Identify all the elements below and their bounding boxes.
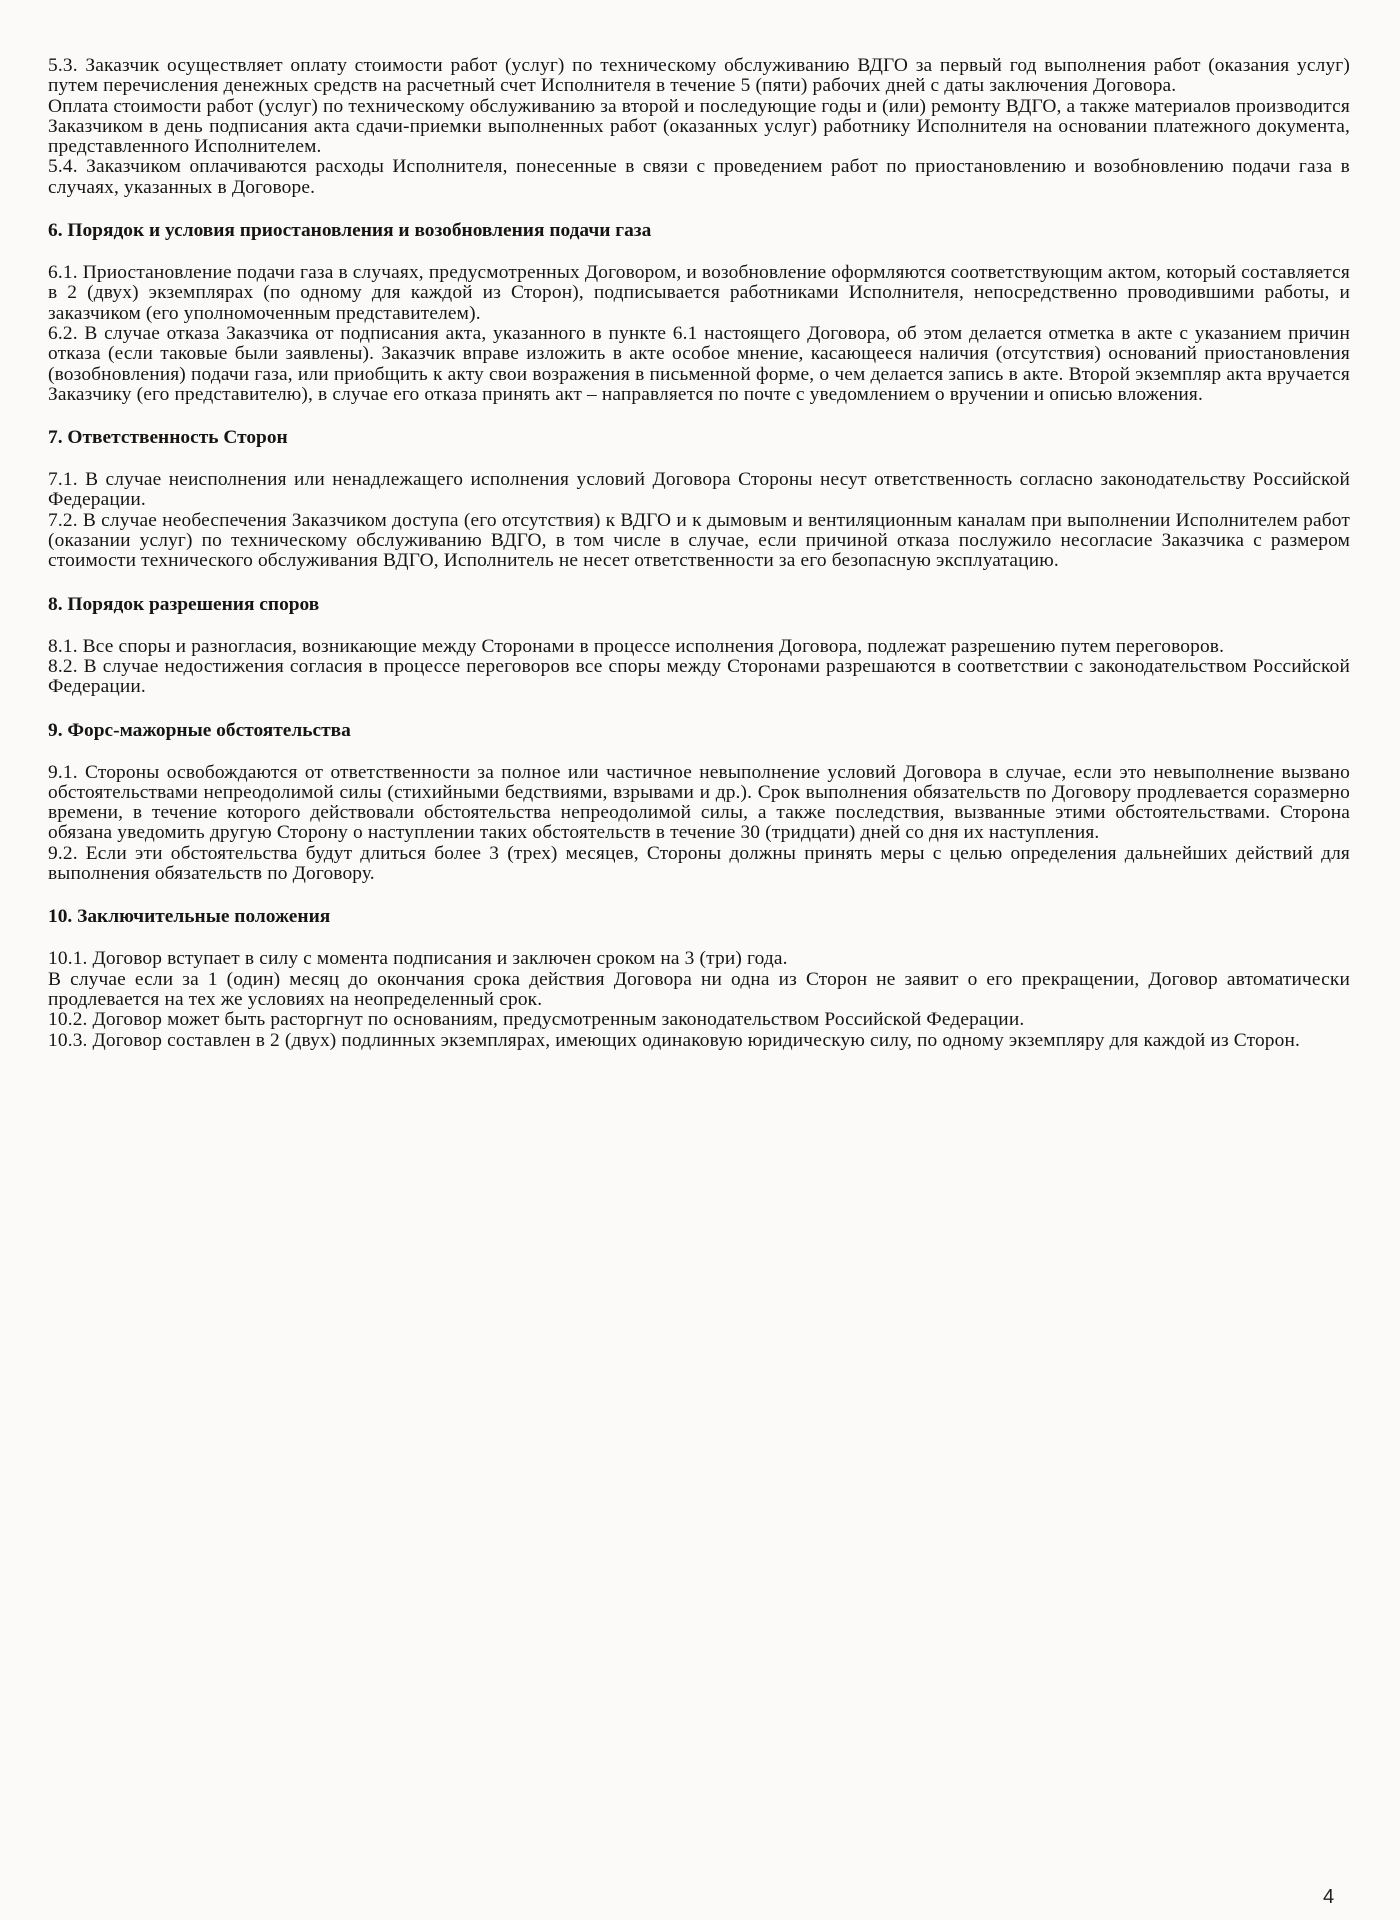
- section-7: [48, 427, 1350, 571]
- paragraph-8-2: 8.2. В случае недостижения согласия в процессе переговоров все споры между Сторонами разрешаются в соответствии с законодательством Российской Федерации.: [48, 655, 1350, 698]
- section-6-heading: 6. Порядок и условия приостановления и возобновления подачи газа: [48, 220, 652, 242]
- paragraph-7-2: 7.2. В случае необеспечения Заказчиком доступа (его отсутствия) к ВДГО и к дымовым и вентиляционным каналам при выполнении Исполнителем работ (оказании услуг) по техническому обслуживанию ВДГО, в том числе в случае, если причиной отказа послужило несогласие Заказчика с размером стоимости технического обслуживания ВДГО, Исполнитель не несет ответственности за его безопасную эксплуатацию.: [48, 509, 1350, 572]
- section-6: [48, 220, 1350, 405]
- section-8: [48, 594, 1350, 698]
- section-7-heading: 7. Ответственность Сторон: [48, 427, 288, 449]
- paragraph-6-2: 6.2. В случае отказа Заказчика от подписания акта, указанного в пункте 6.1 настоящего Договора, об этом делается отметка в акте с указанием причин отказа (если таковые были заявлены). Заказчик вправе изложить в акте особое мнение, касающееся наличия (отсутствия) оснований приостановления (возобновления) подачи газа, или приобщить к акту свои возражения в письменной форме, о чем делается запись в акте. Второй экземпляр акта вручается Заказчику (его представителю), в случае его отказа принять акт – направляется по почте с уведомлением о вручении и описью вложения.: [48, 322, 1350, 405]
- paragraph-5-3-cont: Оплата стоимости работ (услуг) по техническому обслуживанию за второй и последующие годы и (или) ремонту ВДГО, а также материалов производится Заказчиком в день подписания акта сдачи-приемки выполненных работ (оказанных услуг) работнику Исполнителя на основании платежного документа, представленного Исполнителем.: [48, 95, 1350, 158]
- section-10-heading: 10. Заключительные положения: [48, 906, 331, 928]
- paragraph-10-2: 10.2. Договор может быть расторгнут по основаниям, предусмотренным законодательством Российской Федерации.: [48, 1009, 1025, 1031]
- section-9: [48, 720, 1350, 885]
- section-10: [48, 906, 1350, 1050]
- paragraph-9-2: 9.2. Если эти обстоятельства будут длиться более 3 (трех) месяцев, Стороны должны принять меры с целью определения дальнейших действий для выполнения обязательств по Договору.: [48, 842, 1350, 885]
- page-number: 4: [1323, 1886, 1335, 1908]
- paragraph-9-1: 9.1. Стороны освобождаются от ответственности за полное или частичное невыполнение условий Договора в случае, если это невыполнение вызвано обстоятельствами непреодолимой силы (стихийными бедствиями, взрывами и др.). Срок выполнения обязательств по Договору продлевается соразмерно времени, в течение которого действовали обстоятельства непреодолимой силы, а также последствия, вызванные этими обстоятельствами. Сторона обязана уведомить другую Сторону о наступлении таких обстоятельств в течение 30 (тридцати) дней со дня их наступления.: [48, 761, 1350, 844]
- paragraph-5-4: 5.4. Заказчиком оплачиваются расходы Исполнителя, понесенные в связи с проведением работ по приостановлению и возобновлению подачи газа в случаях, указанных в Договоре.: [48, 156, 1350, 198]
- section-5: [48, 56, 1350, 198]
- paragraph-8-1: 8.1. Все споры и разногласия, возникающие между Сторонами в процессе исполнения Договора, подлежат разрешению путем переговоров.: [48, 635, 1225, 657]
- paragraph-10-3: 10.3. Договор составлен в 2 (двух) подлинных экземплярах, имеющих одинаковую юридическую силу, по одному экземпляру для каждой из Сторон.: [48, 1029, 1301, 1051]
- paragraph-6-1: 6.1. Приостановление подачи газа в случаях, предусмотренных Договором, и возобновление оформляются соответствующим актом, который составляется в 2 (двух) экземплярах (по одному для каждой из Сторон), подписывается работниками Исполнителя, непосредственно проводившими работы, и заказчиком (его уполномоченным представителем).: [48, 262, 1350, 324]
- paragraph-7-1: 7.1. В случае неисполнения или ненадлежащего исполнения условий Договора Стороны несут ответственность согласно законодательству Российской Федерации.: [48, 469, 1350, 511]
- paragraph-10-1: 10.1. Договор вступает в силу с момента подписания и заключен сроком на 3 (три) года.: [48, 948, 788, 970]
- paragraph-5-3: 5.3. Заказчик осуществляет оплату стоимости работ (услуг) по техническому обслуживанию ВДГО за первый год выполнения работ (оказания услуг) путем перечисления денежных средств на расчетный счет Исполнителя в течение 5 (пяти) рабочих дней с даты заключения Договора.: [48, 55, 1350, 97]
- paragraph-10-1-cont: В случае если за 1 (один) месяц до окончания срока действия Договора ни одна из Сторон не заявит о его прекращении, Договор автоматически продлевается на тех же условиях на неопределенный срок.: [48, 968, 1350, 1010]
- section-8-heading: 8. Порядок разрешения споров: [48, 593, 320, 615]
- document-page: [48, 56, 1350, 1051]
- section-9-heading: 9. Форс-мажорные обстоятельства: [48, 719, 351, 741]
